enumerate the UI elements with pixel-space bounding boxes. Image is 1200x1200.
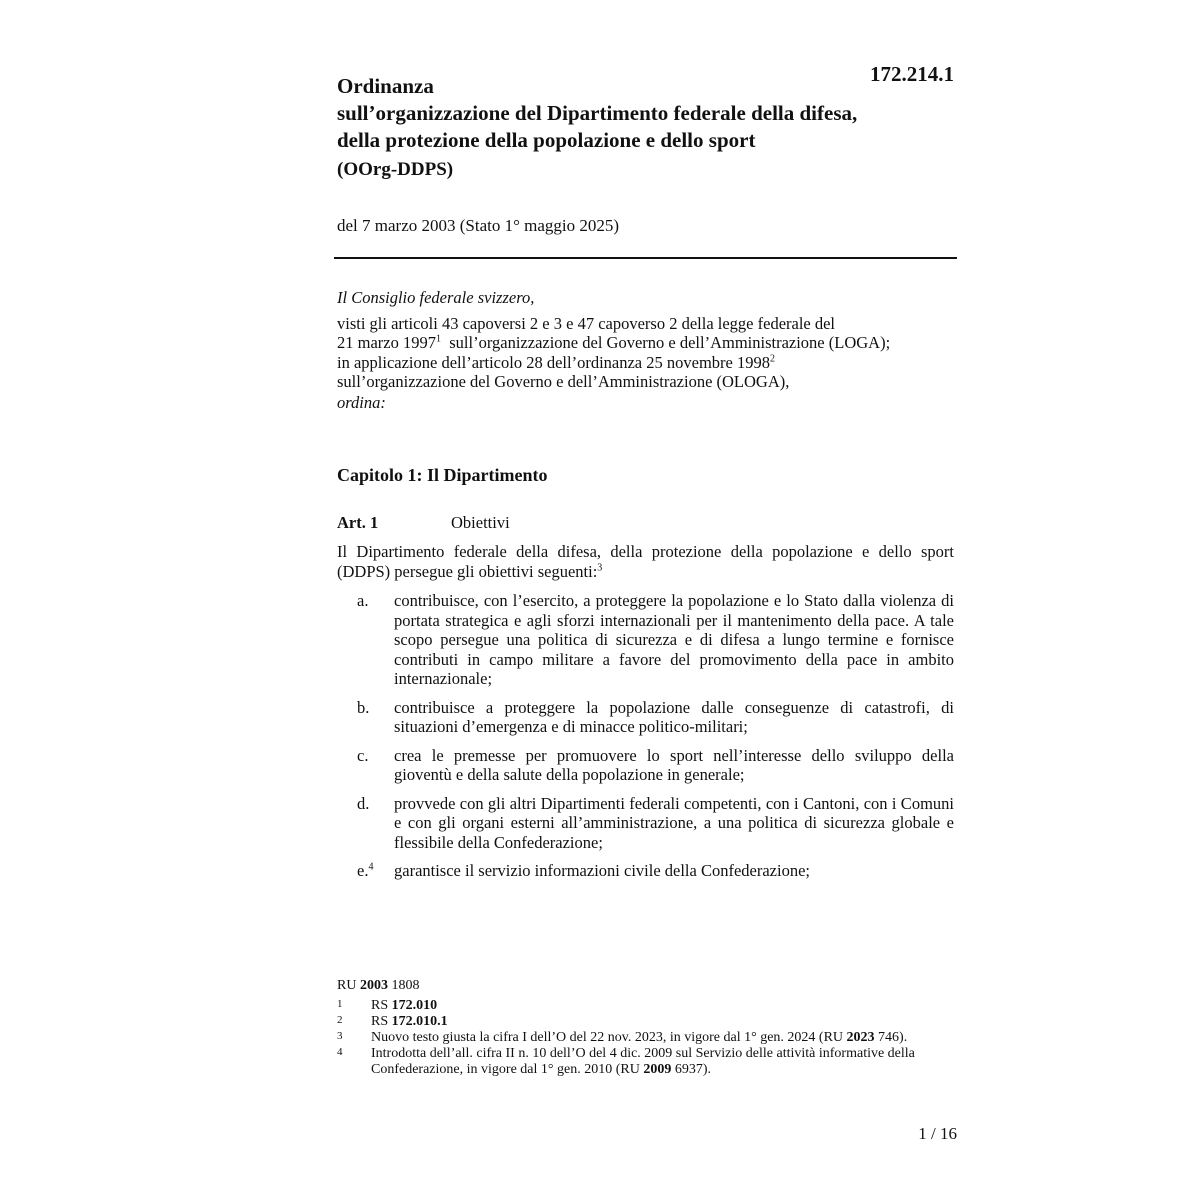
list-item-text: contribuisce a proteggere la popolazione dalle conseguenze di catastrofi, di situazioni d’emergenza e di minacce politico-militari;: [394, 697, 954, 736]
council-line: Il Consiglio federale svizzero,: [337, 288, 535, 307]
list-item-letter: [357, 698, 369, 718]
preamble-line-2: [337, 333, 957, 353]
footnote-post: 746).: [874, 1030, 908, 1045]
ru-page: 1808: [387, 978, 420, 993]
ru-prefix: RU: [337, 978, 360, 993]
list-item: [357, 698, 954, 737]
list-item-letter: [357, 746, 368, 766]
preamble-line-3-text: in applicazione dell’articolo 28 dell’ordinanza 25 novembre 1998: [337, 352, 770, 372]
footnote-ref-4[interactable]: 4: [368, 861, 374, 873]
ordina-line: ordina:: [337, 392, 386, 412]
footnote-pre: RS: [371, 1014, 392, 1029]
footnote-bold: 172.010.1: [391, 1014, 448, 1029]
article-intro-text: Il Dipartimento federale della difesa, della protezione della popolazione e dello sport (DDPS) persegue gli obiettivi seguenti:: [337, 542, 954, 581]
page-number: 1 / 16: [918, 1124, 957, 1143]
footnote-bold: 172.010: [391, 998, 438, 1013]
footnote: [337, 1046, 947, 1078]
date-line: del 7 marzo 2003 (Stato 1° maggio 2025): [337, 216, 620, 235]
list-item-text: crea le premesse per promuovere lo sport nell’interesse dello sviluppo della gioventù e della salute della popolazione in generale;: [394, 745, 954, 784]
footnote-ref-2[interactable]: 2: [769, 353, 775, 364]
letter-text: e.: [357, 861, 369, 880]
preamble-line-1: visti gli articoli 43 capoversi 2 e 3 e 47 capoverso 2 della legge federale del: [337, 313, 836, 333]
article-heading: [337, 513, 510, 533]
list-item: [357, 794, 954, 853]
footnote-pre: Nuovo testo giusta la cifra I dell’O del 22 nov. 2023, in vigore dal 1° gen. 2024 (RU: [371, 1030, 847, 1045]
footnote-ref-3[interactable]: 3: [597, 562, 603, 573]
document-page: [337, 0, 957, 1200]
list-item: [357, 861, 954, 881]
footnote-bold: 2009: [643, 1062, 672, 1077]
title-line-1: Ordinanza: [337, 74, 434, 98]
letter-text: a.: [357, 591, 369, 610]
list-item-letter: [357, 861, 373, 881]
chapter-heading: Capitolo 1: Il Dipartimento: [337, 465, 548, 485]
footnotes: [337, 978, 947, 1078]
article-number: Art. 1: [337, 513, 379, 532]
preamble-line-2-text-a: 21 marzo 1997: [337, 333, 436, 352]
list-item-letter: [357, 794, 369, 814]
title-line-3: della protezione della popolazione e dello sport: [337, 128, 756, 152]
list-item-text: contribuisce, con l’esercito, a proteggere la popolazione e lo Stato dalla violenza di portata strategica e agli sforzi internazionali per il mantenimento della pace. A tale scopo persegue una politica di sicurezza e di difesa a lungo termine e fornisce contributi in campo militare a favore del promovimento della pace in ambito internazionale;: [394, 591, 954, 688]
title-line-2: sull’organizzazione del Dipartimento federale della difesa,: [337, 101, 858, 125]
list-item-letter: [357, 591, 368, 611]
footnote-text: [371, 1046, 915, 1077]
footnote-pre: RS: [371, 998, 392, 1013]
footnote-text: [371, 1030, 907, 1045]
footnote: [337, 1030, 947, 1046]
preamble: [337, 288, 957, 412]
footnote-mark: 1: [337, 998, 343, 1010]
footnote: [337, 1014, 947, 1030]
footnote-ref-1[interactable]: 1: [435, 333, 441, 345]
footnote-bold: 2023: [846, 1030, 875, 1045]
footnote-mark: 3: [337, 1030, 343, 1042]
footnote-text: [371, 1014, 448, 1029]
letter-text: c.: [357, 745, 369, 765]
preamble-line-3: [337, 353, 957, 373]
footnote: [337, 998, 947, 1014]
footnote-text: [371, 998, 437, 1013]
ru-year: 2003: [359, 978, 388, 993]
footnote-mark: 4: [337, 1046, 343, 1058]
preamble-line-2-text-b: sull’organizzazione del Governo e dell’Amministrazione (LOGA);: [440, 333, 891, 352]
sr-number: 172.214.1: [870, 62, 954, 86]
abbreviation: (OOrg-DDPS): [337, 159, 454, 180]
list-item-text: provvede con gli altri Dipartimenti federali competenti, con i Cantoni, con i Comuni e con gli organi esterni all’amministrazione, a una politica di sicurezza globale e flessibile della Confederazione;: [394, 793, 954, 852]
list-item: [357, 746, 954, 785]
objectives-list: [357, 591, 954, 890]
list-item-text: garantisce il servizio informazioni civile della Confederazione;: [394, 861, 810, 880]
article-title: Obiettivi: [451, 513, 510, 532]
letter-text: b.: [357, 697, 370, 717]
preamble-line-4: sull’organizzazione del Governo e dell’Amministrazione (OLOGA),: [337, 372, 790, 391]
ru-reference: [337, 978, 947, 994]
title-block: [337, 73, 947, 182]
divider: [334, 257, 957, 259]
footnote-pre: Introdotta dell’all. cifra II n. 10 dell’O del 4 dic. 2009 sul Servizio delle attività informative della Confederazione, in vigore dal 1° gen. 2010 (RU: [371, 1046, 915, 1077]
list-item: [357, 591, 954, 689]
footnote-post: 6937).: [671, 1062, 711, 1077]
article-intro: [337, 542, 954, 581]
letter-text: d.: [357, 793, 370, 813]
footnote-mark: 2: [337, 1014, 343, 1026]
